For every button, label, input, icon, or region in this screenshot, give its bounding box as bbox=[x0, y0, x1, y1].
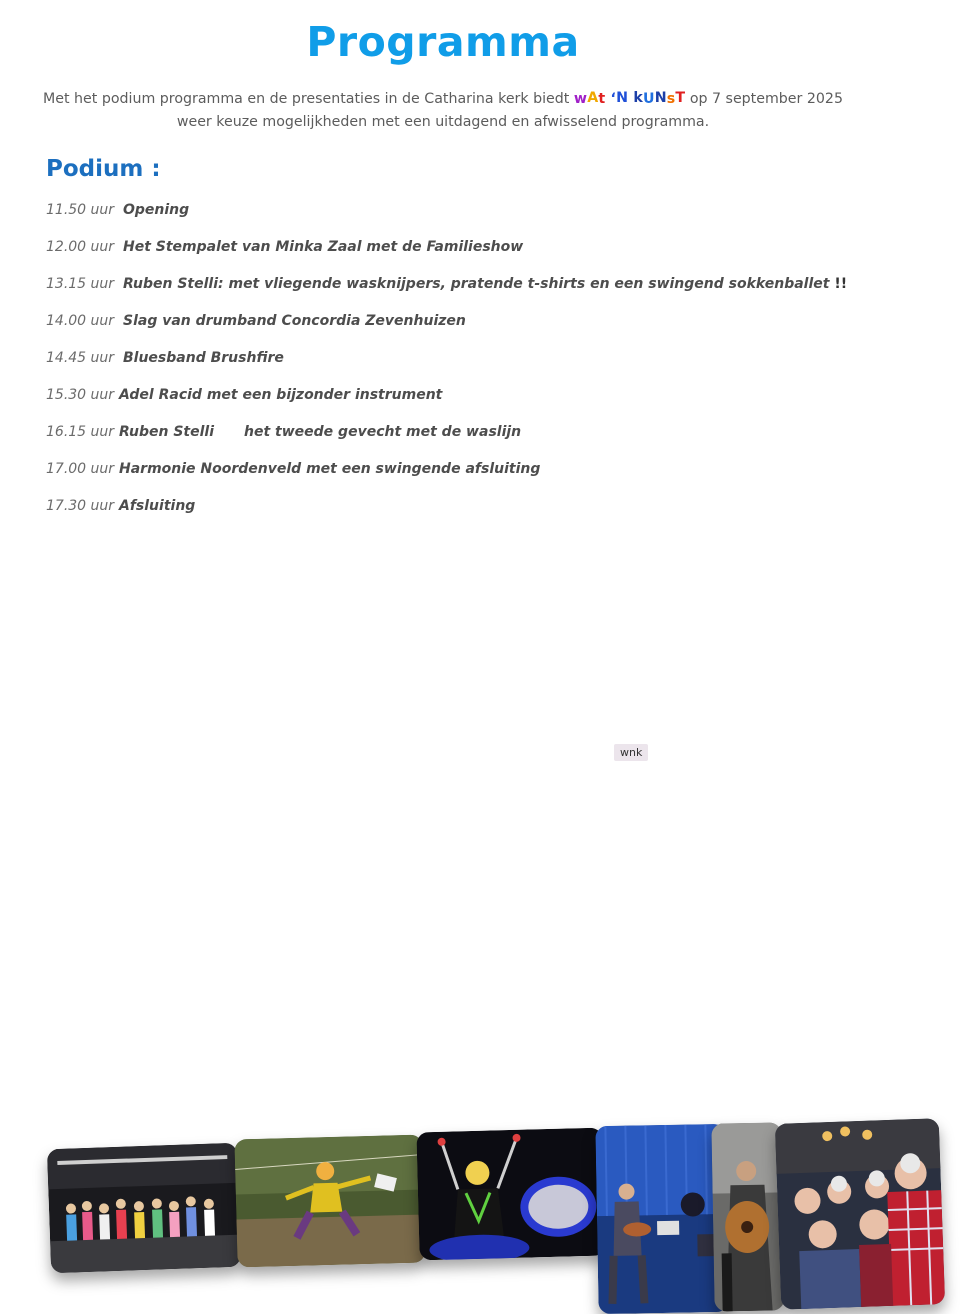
schedule-time: 13.15 uur bbox=[46, 276, 115, 292]
brand-letter: t bbox=[598, 91, 606, 107]
drummer-image bbox=[416, 1128, 605, 1261]
schedule-time: 12.00 uur bbox=[46, 239, 115, 255]
brand-letter: s bbox=[666, 91, 676, 107]
gallery-photo-drummer[interactable] bbox=[416, 1128, 605, 1261]
intro-text bbox=[0, 87, 886, 134]
schedule-item bbox=[46, 350, 847, 387]
gallery-photo-stage[interactable] bbox=[47, 1143, 241, 1274]
brand-letter: U bbox=[642, 91, 655, 107]
podium-schedule bbox=[46, 202, 847, 535]
schedule-time: 16.15 uur bbox=[46, 424, 115, 440]
audience-image bbox=[775, 1118, 945, 1310]
performer-image bbox=[234, 1135, 425, 1268]
schedule-time: 11.50 uur bbox=[46, 202, 115, 218]
schedule-item bbox=[46, 313, 847, 350]
schedule-act: Slag van drumband Concordia Zevenhuizen bbox=[123, 313, 466, 329]
schedule-time: 15.30 uur bbox=[46, 387, 115, 403]
schedule-act: Bluesband Brushfire bbox=[123, 350, 284, 366]
lute-image bbox=[711, 1122, 784, 1311]
gallery-photo-performer[interactable] bbox=[234, 1135, 425, 1268]
schedule-time: 14.00 uur bbox=[46, 313, 115, 329]
band-image bbox=[595, 1124, 728, 1314]
brand-letter: T bbox=[675, 90, 686, 106]
schedule-item bbox=[46, 239, 847, 276]
gallery-caption: wnk bbox=[614, 744, 648, 761]
brand-letter: A bbox=[587, 90, 599, 106]
intro-after: op 7 september 2025 bbox=[685, 91, 843, 107]
gallery-photo-audience[interactable] bbox=[775, 1118, 945, 1310]
schedule-time: 14.45 uur bbox=[46, 350, 115, 366]
schedule-act: Harmonie Noordenveld met een swingende afsluiting bbox=[119, 461, 541, 477]
schedule-act: Afsluiting bbox=[119, 498, 196, 514]
schedule-act: Ruben Stelli bbox=[119, 424, 215, 440]
brand-letter: N bbox=[616, 90, 629, 106]
photo-gallery[interactable] bbox=[0, 555, 961, 778]
schedule-act: Adel Racid met een bijzonder instrument bbox=[119, 387, 443, 403]
intro-before: Met het podium programma en de presentaties in de Catharina kerk biedt bbox=[43, 91, 574, 107]
schedule-time: 17.30 uur bbox=[46, 498, 115, 514]
brand-wordmark bbox=[574, 91, 685, 107]
gallery-photo-lute[interactable] bbox=[711, 1122, 784, 1311]
schedule-act: Opening bbox=[123, 202, 190, 218]
schedule-item bbox=[46, 461, 847, 498]
schedule-act-extra: het tweede gevecht met de waslijn bbox=[244, 424, 522, 440]
brand-letter: ‘ bbox=[610, 91, 617, 107]
gallery-photo-band[interactable] bbox=[595, 1124, 728, 1314]
brand-letter: w bbox=[573, 91, 588, 107]
schedule-item bbox=[46, 498, 847, 535]
schedule-item bbox=[46, 424, 847, 461]
stage-image bbox=[47, 1143, 241, 1274]
schedule-act: Het Stempalet van Minka Zaal met de Familieshow bbox=[123, 239, 524, 255]
page-title: Programma bbox=[306, 18, 580, 66]
schedule-item bbox=[46, 202, 847, 239]
schedule-item bbox=[46, 276, 847, 313]
brand-letter: N bbox=[654, 90, 667, 106]
podium-heading: Podium : bbox=[46, 156, 161, 182]
schedule-time: 17.00 uur bbox=[46, 461, 115, 477]
brand-letter: k bbox=[633, 90, 643, 106]
schedule-act-suffix: !! bbox=[829, 276, 848, 292]
intro-line2: weer keuze mogelijkheden met een uitdagend en afwisselend programma. bbox=[176, 114, 710, 130]
schedule-act: Ruben Stelli: met vliegende wasknijpers, pratende t-shirts en een swingend sokkenballet bbox=[123, 276, 830, 292]
schedule-item bbox=[46, 387, 847, 424]
